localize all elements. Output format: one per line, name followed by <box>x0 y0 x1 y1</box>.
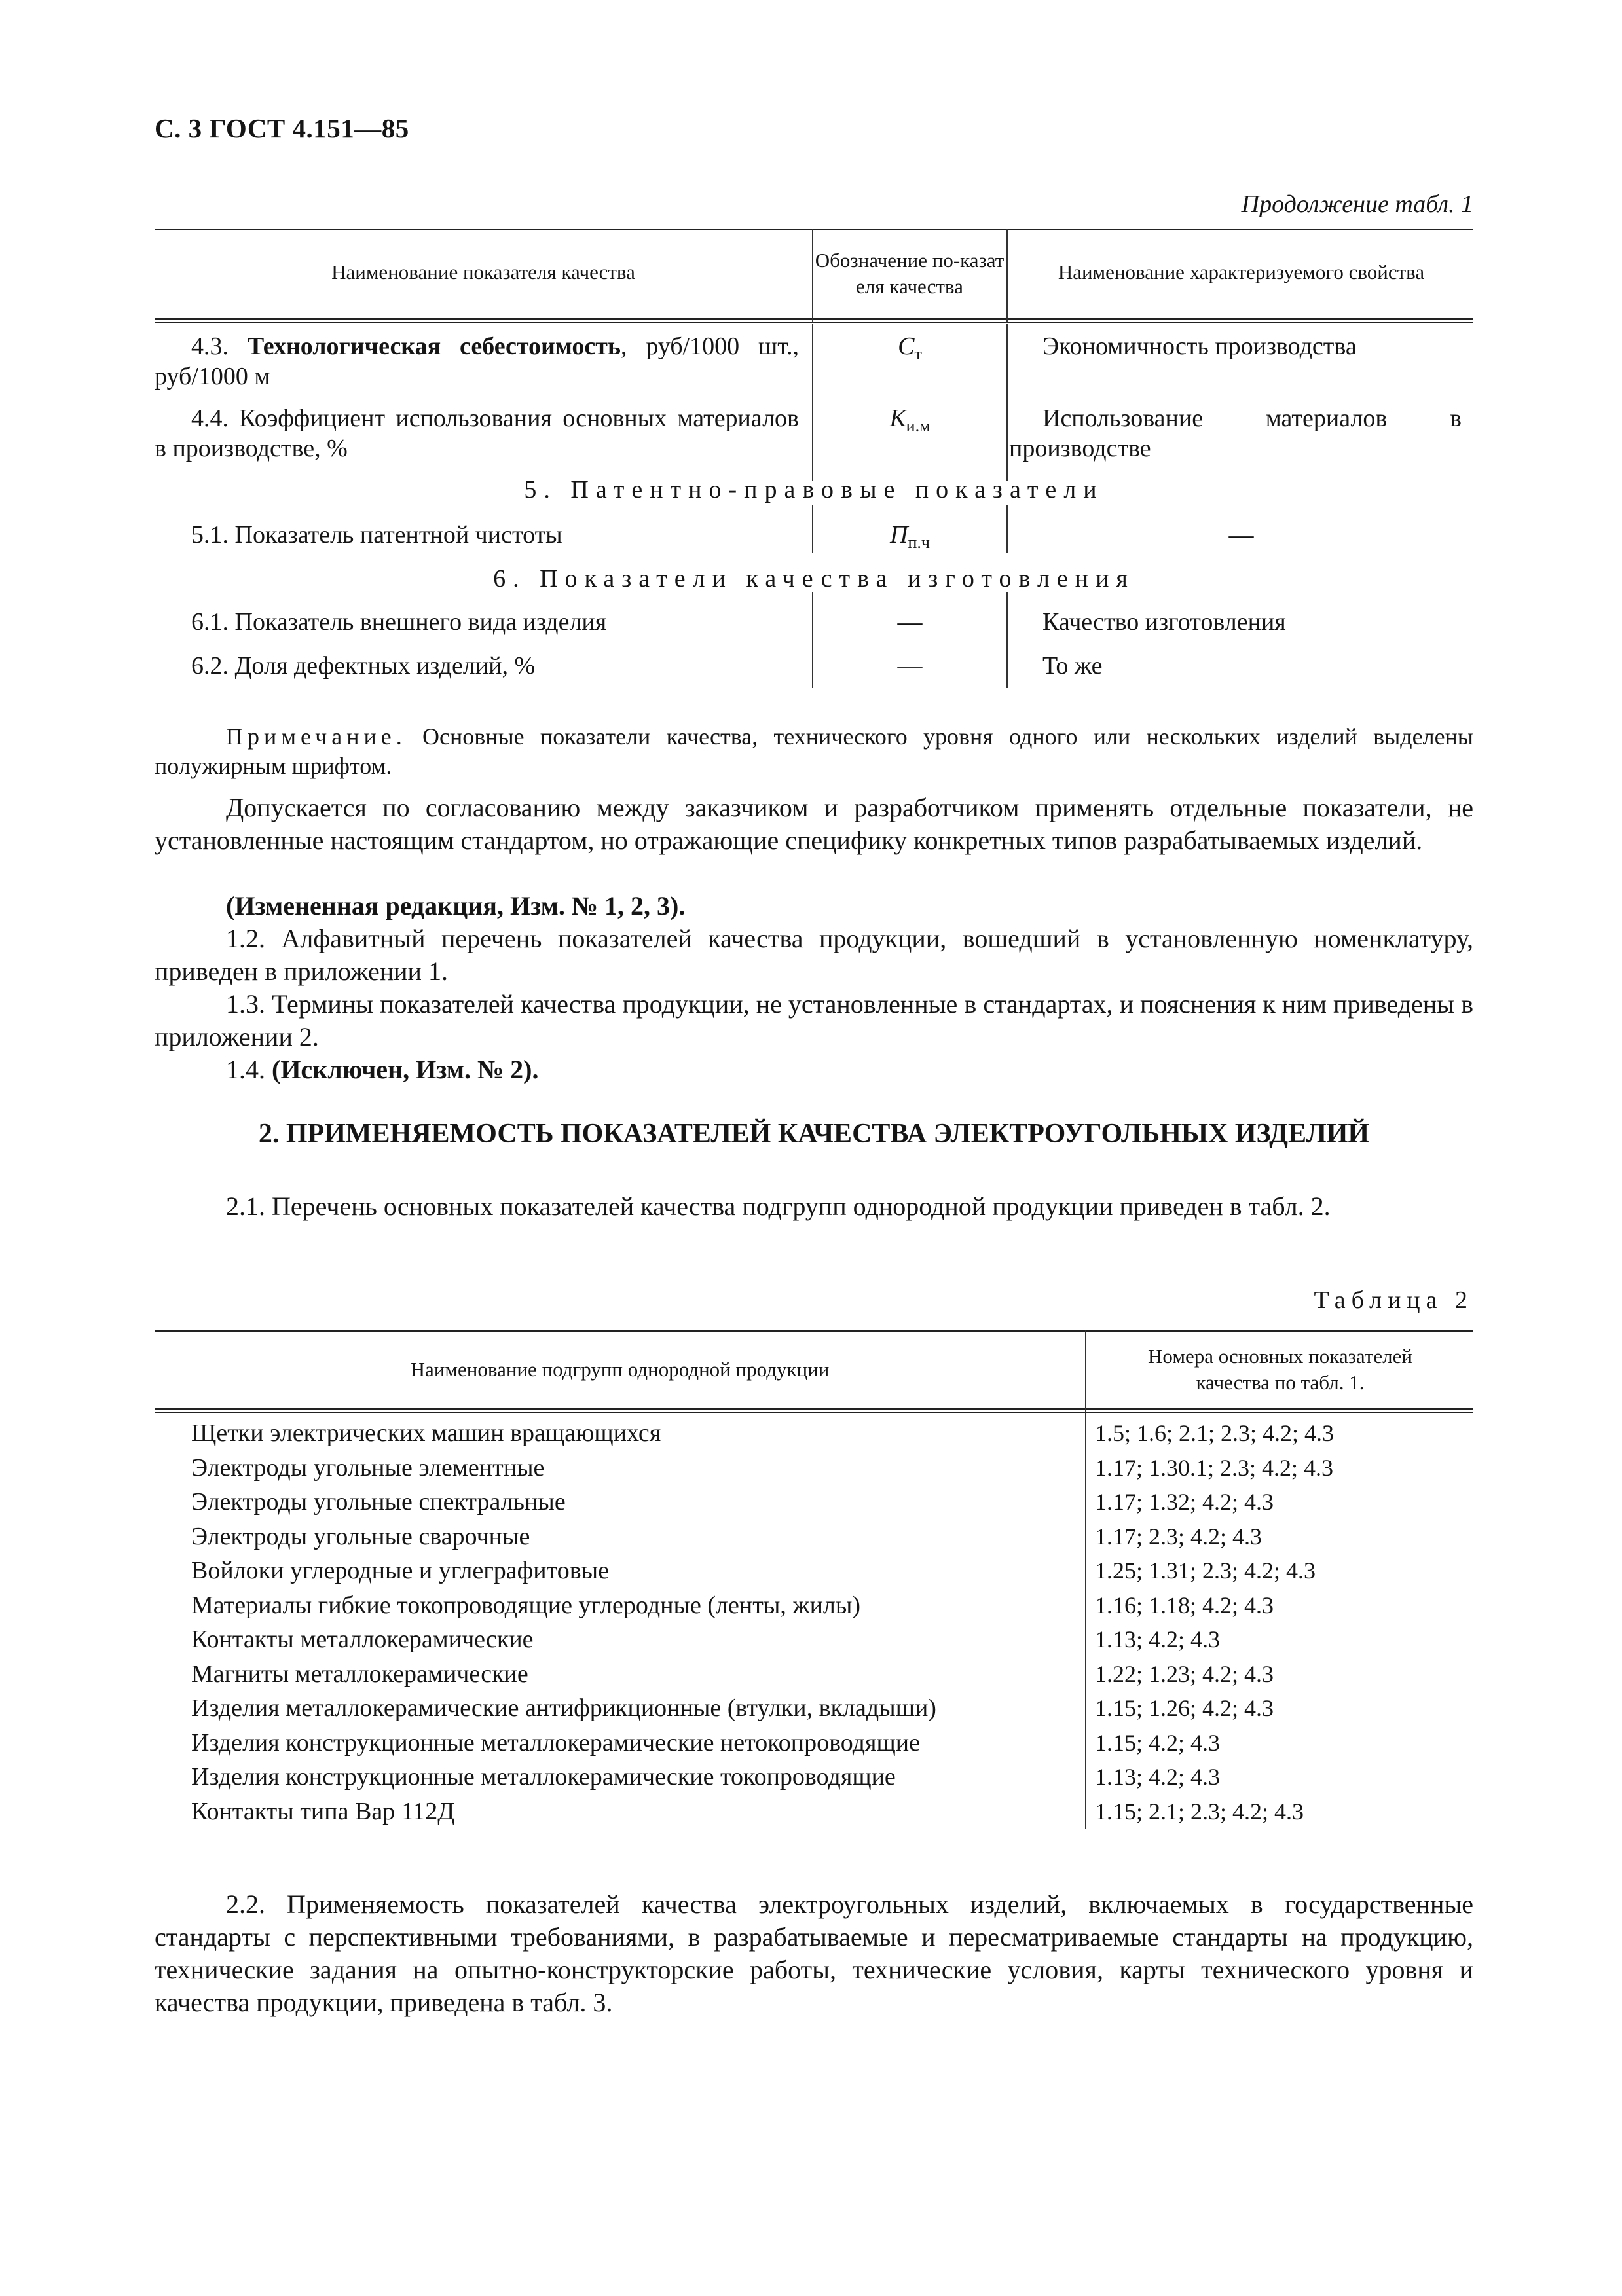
table-1-row-4-4-name <box>155 403 799 464</box>
symbol-base: С <box>898 333 915 360</box>
paragraph-number: 1.4. <box>226 1055 265 1084</box>
paragraph-2-2: 2.2. Применяемость показателей качества электроугольных изделий, включаемых в государственные стандарты с перспективными требованиями, в разрабатываемые и пересматриваемые стандарты на продукцию, технические задания на опытно-конструкторские работы, технические условия, карты технического уровня и качества продукции, приведена в табл. 3. <box>155 1889 1473 2017</box>
excluded-text: (Исключен, Изм. № 2). <box>272 1055 539 1084</box>
page-header: С. 3 ГОСТ 4.151—85 <box>155 113 409 143</box>
indicator-numbers: 1.17; 2.3; 4.2; 4.3 <box>1095 1523 1263 1550</box>
table-2-title: Таблица 2 <box>1314 1286 1473 1314</box>
paragraph-1-3: 1.3. Термины показателей качества продукции, не установленные в стандартах, и пояснения к ним приведены в приложении 2. <box>155 989 1473 1051</box>
row-number: 4.4. <box>191 405 229 432</box>
table-1-divider <box>812 229 813 323</box>
row-name-rest: , руб/1000 шт., руб/1000 м <box>155 333 799 390</box>
table-2-top-rule <box>155 1330 1473 1332</box>
table-2-header-numbers: Номера основных показателей качества по табл. 1. <box>1148 1345 1412 1394</box>
product-subgroup-name: Электроды угольные элементные <box>191 1453 545 1482</box>
indicator-numbers: 1.15; 1.26; 4.2; 4.3 <box>1095 1695 1274 1721</box>
product-subgroup-name: Изделия металлокерамические антифрикционные (втулки, вкладыши) <box>191 1694 936 1722</box>
product-subgroup-name: Контакты типа Вар 112Д <box>191 1797 455 1825</box>
paragraph-2-1: 2.1. Перечень основных показателей качества подгрупп однородной продукции приведен в табл. 2. <box>226 1192 1331 1221</box>
table-1-row-4-3-property: Экономичность производства <box>1042 333 1357 360</box>
table-1-divider <box>1006 505 1008 553</box>
table-1-row-4-3-symbol <box>813 331 1006 369</box>
symbol-base: К <box>889 405 906 432</box>
amendment-text: (Измененная редакция, Изм. № 1, 2, 3). <box>226 891 686 920</box>
table-1-row-6-1-property: Качество изготовления <box>1042 608 1286 636</box>
table-note <box>155 722 1473 781</box>
table-continuation-label: Продолжение табл. 1 <box>1241 191 1473 218</box>
product-subgroup-name: Щетки электрических машин вращающихся <box>191 1419 661 1447</box>
paragraph-1-2: 1.2. Алфавитный перечень показателей качества продукции, вошедший в установленную номенклатуру, приведен в приложении 1. <box>155 924 1473 986</box>
table-1-divider <box>1006 592 1008 688</box>
row-name-rest: Коэффициент использования основных материалов в производстве, % <box>155 405 799 462</box>
indicator-numbers: 1.13; 4.2; 4.3 <box>1095 1764 1221 1790</box>
table-2-divider <box>1085 1330 1086 1829</box>
product-subgroup-name: Магниты металлокерамические <box>191 1660 528 1688</box>
symbol-subscript: и.м <box>906 416 931 435</box>
symbol-subscript: п.ч <box>908 533 930 552</box>
paragraph-allowance: Допускается по согласованию между заказчиком и разработчиком применять отдельные показатели, не установленные настоящим стандартом, но отражающие специфику конкретных типов разрабатываемых изделий. <box>155 793 1473 855</box>
symbol-base: П <box>890 521 908 549</box>
product-subgroup-name: Электроды угольные сварочные <box>191 1522 530 1550</box>
table-1-top-rule <box>155 229 1473 230</box>
table-1-row-6-2-symbol: — <box>897 652 923 680</box>
table-1-row-4-3-name <box>155 331 799 392</box>
indicator-numbers: 1.25; 1.31; 2.3; 4.2; 4.3 <box>1095 1558 1316 1584</box>
note-label: Примечание. <box>226 723 407 750</box>
note-text: Основные показатели качества, технического уровня одного или нескольких изделий выделены полужирным шрифтом. <box>155 723 1473 779</box>
table-1-section-5-title: 5. Патентно-правовые показатели <box>524 476 1104 503</box>
indicator-numbers: 1.15; 2.1; 2.3; 4.2; 4.3 <box>1095 1798 1304 1825</box>
section-2-heading: 2. ПРИМЕНЯЕМОСТЬ ПОКАЗАТЕЛЕЙ КАЧЕСТВА ЭЛЕКТРОУГОЛЬНЫХ ИЗДЕЛИЙ <box>258 1119 1370 1149</box>
table-1-divider <box>1006 324 1008 481</box>
indicator-numbers: 1.13; 4.2; 4.3 <box>1095 1626 1221 1652</box>
table-1-section-6-title: 6. Показатели качества изготовления <box>493 565 1135 592</box>
table-1-row-6-2-name: 6.2. Доля дефектных изделий, % <box>191 652 536 680</box>
table-2-header-rule <box>155 1408 1473 1410</box>
table-1-row-4-4-symbol <box>813 403 1006 441</box>
table-1-divider <box>1006 229 1008 323</box>
indicator-numbers: 1.16; 1.18; 4.2; 4.3 <box>1095 1592 1274 1618</box>
row-bold-name: Технологическая себестоимость <box>247 333 621 360</box>
product-subgroup-name: Изделия конструкционные металлокерамические нетокопроводящие <box>191 1728 920 1757</box>
table-1-header-designation: Обозначение по-казателя качества <box>815 249 1005 298</box>
indicator-numbers: 1.17; 1.30.1; 2.3; 4.2; 4.3 <box>1095 1454 1334 1481</box>
product-subgroup-name: Войлоки углеродные и углеграфитовые <box>191 1557 610 1584</box>
indicator-numbers: 1.17; 1.32; 4.2; 4.3 <box>1095 1489 1274 1515</box>
product-subgroup-name: Контакты металлокерамические <box>191 1626 534 1653</box>
table-1-row-6-1-symbol: — <box>897 608 923 636</box>
row-number: 4.3. <box>191 333 229 360</box>
table-1-header-property: Наименование характеризуемого свойства <box>1058 261 1425 283</box>
table-1-header-rule-2 <box>155 322 1473 323</box>
table-1-row-4-4-property: Использование материалов в производстве <box>1009 405 1462 462</box>
product-subgroup-name: Изделия конструкционные металлокерамические токопроводящие <box>191 1763 896 1791</box>
product-subgroup-name: Материалы гибкие токопроводящие углеродные (ленты, жилы) <box>191 1591 861 1619</box>
table-1-row-5-1-name: 5.1. Показатель патентной чистоты <box>191 521 562 549</box>
table-1-header-rule <box>155 318 1473 320</box>
symbol-subscript: т <box>914 344 922 363</box>
paragraph-1-4 <box>155 1053 1473 1086</box>
table-1-row-5-1-property: — <box>1228 521 1254 549</box>
table-1-header-name: Наименование показателя качества <box>331 261 635 283</box>
table-1-row-5-1-symbol <box>813 520 1006 558</box>
indicator-numbers: 1.22; 1.23; 4.2; 4.3 <box>1095 1660 1274 1687</box>
table-1-row-6-2-property: То же <box>1042 652 1103 680</box>
indicator-numbers: 1.5; 1.6; 2.1; 2.3; 4.2; 4.3 <box>1095 1420 1335 1446</box>
indicator-numbers: 1.15; 4.2; 4.3 <box>1095 1729 1221 1756</box>
product-subgroup-name: Электроды угольные спектральные <box>191 1488 566 1516</box>
table-2-header-name: Наименование подгрупп однородной продукции <box>410 1358 830 1381</box>
paragraph-amendment <box>155 890 1473 922</box>
table-1-row-6-1-name: 6.1. Показатель внешнего вида изделия <box>191 608 607 636</box>
table-2-header-rule-2 <box>155 1412 1473 1413</box>
